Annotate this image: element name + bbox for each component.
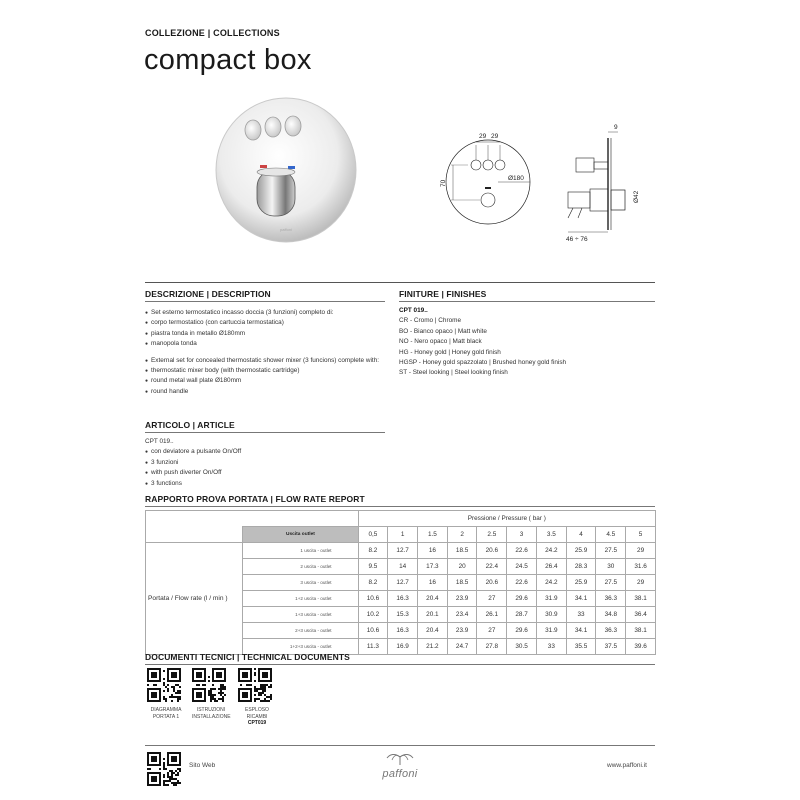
pressure-col: 4.5 [596, 527, 626, 543]
value-cell: 16.3 [388, 591, 418, 607]
pressure-col: 0,5 [358, 527, 388, 543]
value-cell: 35.5 [566, 639, 596, 655]
value-cell: 28.7 [507, 607, 537, 623]
qr-code-icon[interactable] [238, 668, 272, 702]
value-cell: 29.6 [507, 591, 537, 607]
value-cell: 14 [388, 559, 418, 575]
website-label: Sito Web [189, 762, 216, 769]
value-cell: 34.1 [566, 623, 596, 639]
list-item: ST - Steel looking | Steel looking finish [399, 369, 508, 377]
value-cell: 20.1 [418, 607, 448, 623]
finishes-section [399, 289, 655, 379]
website-qr-code-icon[interactable] [147, 752, 181, 786]
value-cell: 10.6 [358, 623, 388, 639]
article-underline [145, 432, 385, 433]
value-cell: 12.7 [388, 543, 418, 559]
value-cell: 33 [536, 639, 566, 655]
value-cell: 16.3 [388, 623, 418, 639]
value-cell: 29 [626, 575, 656, 591]
value-cell: 36.4 [626, 607, 656, 623]
doc-label: ESPLOSO RICAMBI CPT019 [245, 707, 269, 726]
description-section [145, 289, 385, 397]
table-row [146, 527, 656, 543]
value-cell: 22.4 [477, 559, 507, 575]
table-row [146, 511, 656, 527]
value-cell: 25.9 [566, 543, 596, 559]
value-cell: 20.6 [477, 543, 507, 559]
flow-rate-table [145, 510, 656, 655]
pressure-col: 2.5 [477, 527, 507, 543]
list-item: ● Set esterno termostatico incasso doccia (3 funzioni) completo di: [145, 308, 385, 318]
flow-underline [145, 506, 655, 507]
description-heading: DESCRIZIONE | DESCRIPTION [145, 289, 271, 299]
list-item: ● corpo termostatico (con cartuccia termostatica) [145, 318, 385, 328]
value-cell: 20.6 [477, 575, 507, 591]
qr-code-icon[interactable] [147, 668, 181, 702]
value-cell: 36.3 [596, 591, 626, 607]
list-item: ● con deviatore a pulsante On/Off [145, 447, 385, 457]
value-cell: 31.6 [626, 559, 656, 575]
value-cell: 31.9 [536, 591, 566, 607]
value-cell: 22.6 [507, 575, 537, 591]
value-cell: 16 [418, 575, 448, 591]
value-cell: 28.3 [566, 559, 596, 575]
value-cell: 30.9 [536, 607, 566, 623]
finishes-code: CPT 019.. [399, 307, 428, 314]
value-cell: 29 [626, 543, 656, 559]
doc-label: DIAGRAMMA PORTATA 1 [150, 707, 182, 720]
description-en-list [145, 356, 385, 398]
flow-row-label: Portata / Flow rate (l / min ) [146, 543, 243, 655]
description-it-list [145, 308, 385, 350]
value-cell: 10.6 [358, 591, 388, 607]
value-cell: 27.8 [477, 639, 507, 655]
value-cell: 20 [447, 559, 477, 575]
value-cell: 27.5 [596, 543, 626, 559]
doc-flow-diagram[interactable] [147, 668, 185, 720]
brand-logo [370, 752, 430, 780]
value-cell: 23.9 [447, 591, 477, 607]
finishes-list [399, 306, 655, 379]
value-cell: 34.1 [566, 591, 596, 607]
list-item: ● thermostatic mixer body (with thermostatic cartridge) [145, 366, 385, 376]
value-cell: 31.9 [536, 623, 566, 639]
flow-heading: RAPPORTO PROVA PORTATA | FLOW RATE REPORT [145, 494, 365, 504]
outlet-cell: 3 uscita - outlet [243, 575, 358, 591]
value-cell: 33 [566, 607, 596, 623]
list-item: NO - Nero opaco | Matt black [399, 338, 482, 346]
value-cell: 10.2 [358, 607, 388, 623]
value-cell: 30.5 [507, 639, 537, 655]
value-cell: 30 [596, 559, 626, 575]
article-heading: ARTICOLO | ARTICLE [145, 420, 235, 430]
value-cell: 16 [418, 543, 448, 559]
dim-9: 9 [614, 124, 618, 131]
top-divider [145, 282, 655, 283]
table-row [146, 543, 656, 559]
value-cell: 37.5 [596, 639, 626, 655]
value-cell: 16.9 [388, 639, 418, 655]
pressure-header: Pressione / Pressure ( bar ) [358, 511, 655, 527]
pressure-col: 5 [626, 527, 656, 543]
value-cell: 39.6 [626, 639, 656, 655]
value-cell: 21.2 [418, 639, 448, 655]
value-cell: 24.2 [536, 543, 566, 559]
value-cell: 23.9 [447, 623, 477, 639]
list-item: ● manopola tonda [145, 339, 385, 349]
pressure-col: 1.5 [418, 527, 448, 543]
list-item: HGSP - Honey gold spazzolato | Brushed honey gold finish [399, 359, 567, 367]
value-cell: 38.1 [626, 591, 656, 607]
brand-name: paffoni [382, 768, 418, 780]
svg-text:paffoni: paffoni [280, 227, 292, 232]
pressure-col: 2 [447, 527, 477, 543]
outlet-cell: 2+3 uscita - outlet [243, 623, 358, 639]
outlet-cell: 1+2+3 uscita - outlet [243, 639, 358, 655]
doc-installation[interactable] [192, 668, 230, 720]
value-cell: 38.1 [626, 623, 656, 639]
footer-divider [145, 745, 655, 746]
pressure-col: 3.5 [536, 527, 566, 543]
docs-heading: DOCUMENTI TECNICI | TECHNICAL DOCUMENTS [145, 652, 350, 662]
website-url[interactable]: www.paffoni.it [607, 762, 647, 769]
value-cell: 20.4 [418, 591, 448, 607]
list-item: CR - Cromo | Chrome [399, 317, 462, 325]
article-section [145, 420, 385, 489]
value-cell: 27.5 [596, 575, 626, 591]
pressure-col: 4 [566, 527, 596, 543]
list-item: ● 3 funzioni [145, 458, 385, 468]
value-cell: 8.2 [358, 543, 388, 559]
value-cell: 24.5 [507, 559, 537, 575]
qr-code-icon[interactable] [192, 668, 226, 702]
finishes-heading: FINITURE | FINISHES [399, 289, 487, 299]
list-item: ● with push diverter On/Off [145, 468, 385, 478]
value-cell: 26.1 [477, 607, 507, 623]
dim-29a: 29 [479, 133, 487, 140]
value-cell: 15.3 [388, 607, 418, 623]
value-cell: 23.4 [447, 607, 477, 623]
list-item: ● piastra tonda in metallo Ø180mm [145, 329, 385, 339]
article-code: CPT 019.. [145, 438, 174, 445]
list-item: BO - Bianco opaco | Matt white [399, 327, 487, 335]
list-item: HG - Honey gold | Honey gold finish [399, 348, 501, 356]
product-title: compact box [144, 44, 312, 76]
dim-46-76: 46 ÷ 76 [566, 236, 588, 243]
value-cell: 36.3 [596, 623, 626, 639]
outlet-cell: 1+2 uscita - outlet [243, 591, 358, 607]
value-cell: 29.6 [507, 623, 537, 639]
outlet-cell: 1 uscita - outlet [243, 543, 358, 559]
value-cell: 8.2 [358, 575, 388, 591]
outlet-cell: 1+3 uscita - outlet [243, 607, 358, 623]
value-cell: 18.5 [447, 543, 477, 559]
outlet-cell: 2 uscita - outlet [243, 559, 358, 575]
dim-180: Ø180 [508, 175, 524, 182]
value-cell: 34.8 [596, 607, 626, 623]
value-cell: 22.6 [507, 543, 537, 559]
value-cell: 24.2 [536, 575, 566, 591]
value-cell: 27 [477, 623, 507, 639]
value-cell: 26.4 [536, 559, 566, 575]
palm-logo-icon [385, 752, 415, 766]
docs-underline [145, 664, 655, 665]
value-cell: 27 [477, 591, 507, 607]
value-cell: 12.7 [388, 575, 418, 591]
pressure-col: 3 [507, 527, 537, 543]
list-item: ● External set for concealed thermostatic shower mixer (3 funcions) complete with: [145, 356, 385, 366]
finishes-underline [399, 301, 655, 302]
dim-42: Ø42 [633, 190, 640, 203]
product-photo [212, 96, 360, 244]
dim-29b: 29 [491, 133, 499, 140]
pressure-col: 1 [388, 527, 418, 543]
description-underline [145, 301, 385, 302]
value-cell: 9.5 [358, 559, 388, 575]
value-cell: 17.3 [418, 559, 448, 575]
doc-exploded-parts[interactable] [238, 668, 276, 727]
technical-drawing [418, 120, 648, 245]
value-cell: 24.7 [447, 639, 477, 655]
value-cell: 11.3 [358, 639, 388, 655]
outlet-header: Uscita outlet [243, 527, 358, 543]
collection-kicker: COLLEZIONE | COLLECTIONS [145, 28, 280, 38]
value-cell: 25.9 [566, 575, 596, 591]
doc-label: ISTRUZIONI INSTALLAZIONE [192, 707, 231, 720]
list-item: ● round handle [145, 387, 385, 397]
value-cell: 20.4 [418, 623, 448, 639]
list-item: ● round metal wall plate Ø180mm [145, 376, 385, 386]
list-item: ● 3 functions [145, 479, 385, 489]
article-list [145, 447, 385, 489]
value-cell: 18.5 [447, 575, 477, 591]
dim-70: 70 [440, 179, 447, 187]
